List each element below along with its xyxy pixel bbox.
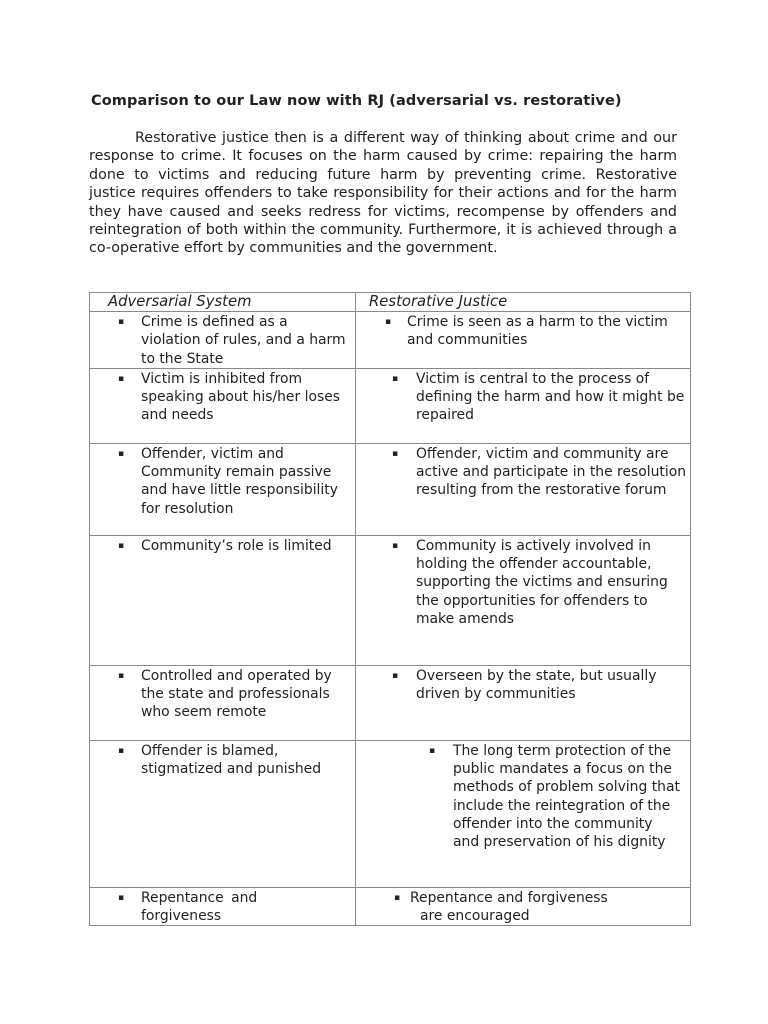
cell-text: Victim is inhibited from speaking about his/her loses and needs [141, 370, 340, 424]
table-row [90, 665, 691, 740]
list-item [90, 666, 355, 722]
cell-text: Crime is seen as a harm to the victim and communities [407, 314, 668, 349]
adversarial-cell [90, 535, 356, 665]
list-item [90, 444, 355, 518]
table-row [90, 312, 691, 369]
cell-text: Offender, victim and community are active and participate in the resolution resulting from the restorative forum [416, 445, 687, 499]
list-item [356, 536, 690, 628]
adversarial-cell [90, 368, 356, 443]
bullet-icon: ▪ [118, 670, 125, 681]
cell-text-continued: are encouraged [420, 908, 530, 925]
bullet-icon: ▪ [394, 892, 401, 903]
cell-text: The long term protection of the public mandates a focus on the methods of problem solving that include the reintegration of the offender into the community and preservation of his dignity [453, 742, 680, 851]
cell-text: Community’s role is limited [141, 537, 332, 554]
bullet-icon: ▪ [392, 540, 399, 551]
table-row [90, 887, 691, 926]
table-row [90, 535, 691, 665]
list-item [90, 312, 355, 368]
cell-text: Community is actively involved in holding the offender accountable, supporting the victims and ensuring the opportunities for offenders to make amends [416, 537, 668, 628]
cell-text: Repentance and forgiveness [141, 889, 258, 925]
bullet-icon: ▪ [118, 448, 125, 459]
bullet-icon: ▪ [118, 317, 125, 327]
adversarial-cell [90, 740, 356, 887]
cell-text: Offender, victim and Community remain passive and have little responsibility for resolution [141, 445, 338, 517]
comparison-table [89, 292, 691, 926]
table-header-row [90, 293, 691, 312]
table-row [90, 368, 691, 443]
cell-text: Repentance and forgiveness [410, 889, 608, 906]
cell-text: Overseen by the state, but usually driven by communities [416, 667, 657, 703]
page-title: Comparison to our Law now with RJ (adversarial vs. restorative) [91, 93, 622, 109]
restorative-cell [356, 312, 691, 369]
restorative-cell [356, 368, 691, 443]
table-row [90, 443, 691, 535]
adversarial-cell [90, 887, 356, 926]
bullet-icon: ▪ [392, 373, 399, 384]
adversarial-cell [90, 443, 356, 535]
table-row [90, 740, 691, 887]
bullet-icon: ▪ [392, 670, 399, 681]
list-item [356, 666, 690, 704]
bullet-icon: ▪ [118, 745, 125, 756]
adversarial-cell [90, 312, 356, 369]
list-item [90, 888, 355, 926]
restorative-cell [356, 740, 691, 887]
restorative-cell [356, 443, 691, 535]
bullet-icon: ▪ [429, 745, 436, 756]
bullet-icon: ▪ [392, 448, 399, 459]
list-item [356, 369, 690, 425]
cell-text: Controlled and operated by the state and professionals who seem remote [141, 667, 332, 721]
header-adversarial: Adversarial System [90, 293, 356, 312]
bullet-icon: ▪ [118, 892, 125, 903]
cell-text: Victim is central to the process of defining the harm and how it might be repaired [416, 370, 685, 424]
restorative-cell [356, 535, 691, 665]
cell-text: Crime is defined as a violation of rules, and a harm to the State [141, 314, 346, 367]
restorative-cell [356, 665, 691, 740]
bullet-icon: ▪ [118, 373, 125, 384]
list-item [356, 312, 690, 350]
list-item [90, 369, 355, 425]
list-item [356, 888, 690, 926]
intro-paragraph: Restorative justice then is a different way of thinking about crime and our response to crime. It focuses on the harm caused by crime: repairing the harm done to victims and reducing future harm by preventing crime. Restorative justice requires offenders to take responsibility for their actions and for the harm they have caused and seeks redress for victims, recompense by offenders and reintegration of both within the community. Furthermore, it is achieved through a co-operative effort by communities and the government. [89, 130, 677, 257]
adversarial-cell [90, 665, 356, 740]
bullet-icon: ▪ [118, 540, 125, 551]
list-item [90, 536, 355, 555]
list-item [356, 444, 690, 500]
cell-text: Offender is blamed, stigmatized and punished [141, 742, 322, 778]
header-restorative: Restorative Justice [356, 293, 691, 312]
bullet-icon: ▪ [385, 317, 392, 327]
restorative-cell [356, 887, 691, 926]
list-item [356, 741, 690, 852]
list-item [90, 741, 355, 779]
